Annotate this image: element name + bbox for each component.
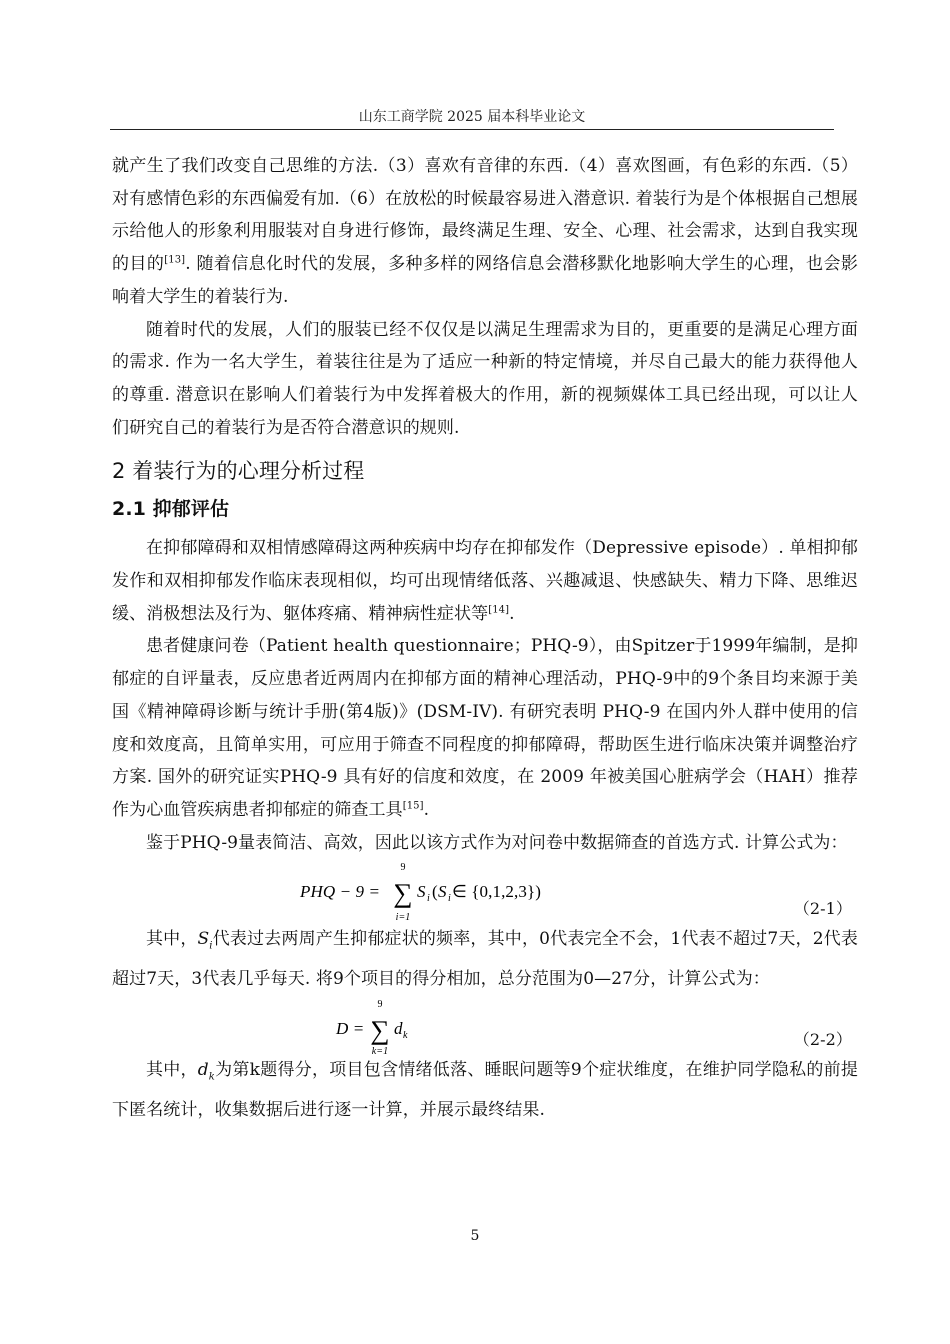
header-rule	[110, 129, 834, 130]
paragraph-text: 就产生了我们改变自己思维的方法.（3）喜欢有音律的东西.（4）喜欢图画，有色彩的东西.（5）对有感情色彩的东西偏爱有加.（6）在放松的时候最容易进入潜意识. 着装行为是个体根据自己想展示给他人的形象利用服装对自身进行修饰，最终满足生理、安全、心理、社会需求，达到自我实现的目的	[112, 156, 858, 275]
paragraph-text: 患者健康问卷（Patient health questionnaire；PHQ-9），由Spitzer于1999年编制，是抑郁症的自评量表，反应患者近两周内在抑郁方面的精神心理活动，PHQ-9中的9个条目均来源于美国《精神障碍诊断与统计手册(第4版)》(DSM-IV). 有研究表明 PHQ-9 在国内外人群中使用的信度和效度高，且简单实用，可应用于筛查不同程度的抑郁障碍，帮助医生进行临床决策并调整治疗方案. 国外的研究证实PHQ-9 具有好的信度和效度，在 2009 年被美国心脏病学会（HAH）推荐作为心血管疾病患者抑郁症的筛查工具	[112, 636, 858, 820]
formula-2-1-svg	[112, 861, 858, 923]
paragraph-4	[112, 630, 858, 826]
sum-symbol: ∑	[393, 878, 413, 909]
paragraph-1	[112, 150, 858, 314]
equation-number: （2-1）	[793, 899, 852, 919]
inline-math-sub: k	[208, 1071, 215, 1083]
formula-sub: k	[403, 1030, 408, 1042]
running-header: 山东工商学院 2025 届本科毕业论文	[358, 109, 586, 125]
formula-lhs: PHQ − 9 =	[300, 882, 381, 902]
formula-2-2	[112, 998, 858, 1058]
paragraph-2: 随着时代的发展，人们的服装已经不仅仅是以满足生理需求为目的，更重要的是满足心理方面的需求. 作为一名大学生，着装往往是为了适应一种新的特定情境，并尽自己最大的能力获得他人的尊重. 潜意识在影响人们着装行为中发挥着极大的作用，新的视频媒体工具已经出现，可以让人们研究自己的着装行为是否符合潜意识的规则.	[112, 319, 858, 438]
formula-var: d	[394, 1019, 403, 1039]
page-number: 5	[470, 1228, 480, 1244]
page-body	[112, 150, 858, 1127]
paragraph-text: 在抑郁障碍和双相情感障碍这两种疾病中均存在抑郁发作（Depressive episode）. 单相抑郁发作和双相抑郁发作临床表现相似，均可出现情绪低落、兴趣减退、快感缺失、精力下降、思维迟缓、消极想法及行为、躯体疼痛、精神病性症状等	[112, 538, 858, 624]
formula-var: S	[438, 882, 447, 902]
paragraph-text: 其中，	[146, 929, 198, 950]
inline-math-var: d	[197, 1060, 209, 1081]
paragraph-text: 其中，	[146, 1060, 198, 1081]
citation: [13]	[164, 254, 186, 266]
section-heading: 2 着装行为的心理分析过程	[112, 459, 365, 484]
paragraph-text: 为第k题得分，项目包含情绪低落、睡眠问题等9个症状维度，在维护同学隐私的前提下匿名统计，收集数据后进行逐一计算，并展示最终结果.	[112, 1060, 858, 1121]
paragraph-text: 代表过去两周产生抑郁症状的频率，其中，0代表完全不会，1代表不超过7天，2代表超过7天，3代表几乎每天. 将9个项目的得分相加，总分范围为0—27分，计算公式为：	[112, 929, 858, 990]
paragraph-3	[112, 532, 858, 630]
formula-sub: i	[448, 893, 451, 905]
sum-upper: 9	[377, 999, 383, 1011]
citation: [15]	[402, 800, 424, 812]
paragraph-text: .	[423, 799, 430, 820]
formula-2-2-svg	[112, 998, 858, 1058]
sum-lower: k=1	[371, 1046, 389, 1058]
formula-sub: i	[427, 893, 430, 905]
sum-lower: i=1	[395, 912, 411, 924]
paragraph-6	[112, 923, 858, 996]
paragraph-text: . 随着信息化时代的发展，多种多样的网络信息会潜移默化地影响大学生的心理，也会影响着大学生的着装行为.	[112, 254, 858, 307]
citation: [14]	[488, 604, 510, 616]
formula-lhs: D =	[336, 1019, 365, 1039]
sum-symbol: ∑	[370, 1015, 390, 1046]
paragraph-5: 鉴于PHQ-9量表简洁、高效，因此以该方式作为对问卷中数据筛查的首选方式. 计算公式为：	[146, 832, 848, 853]
formula-paren: (	[432, 882, 438, 902]
sum-upper: 9	[400, 862, 406, 874]
inline-math-sub: i	[209, 940, 213, 952]
equation-number: （2-2）	[793, 1030, 852, 1050]
formula-2-1	[112, 861, 858, 923]
formula-set: ∈ {0,1,2,3})	[452, 882, 541, 902]
paragraph-7	[112, 1054, 858, 1127]
subsection-heading: 2.1 抑郁评估	[112, 498, 230, 521]
formula-var: S	[417, 882, 426, 902]
inline-math-var: S	[197, 929, 210, 950]
paragraph-text: .	[509, 603, 515, 624]
